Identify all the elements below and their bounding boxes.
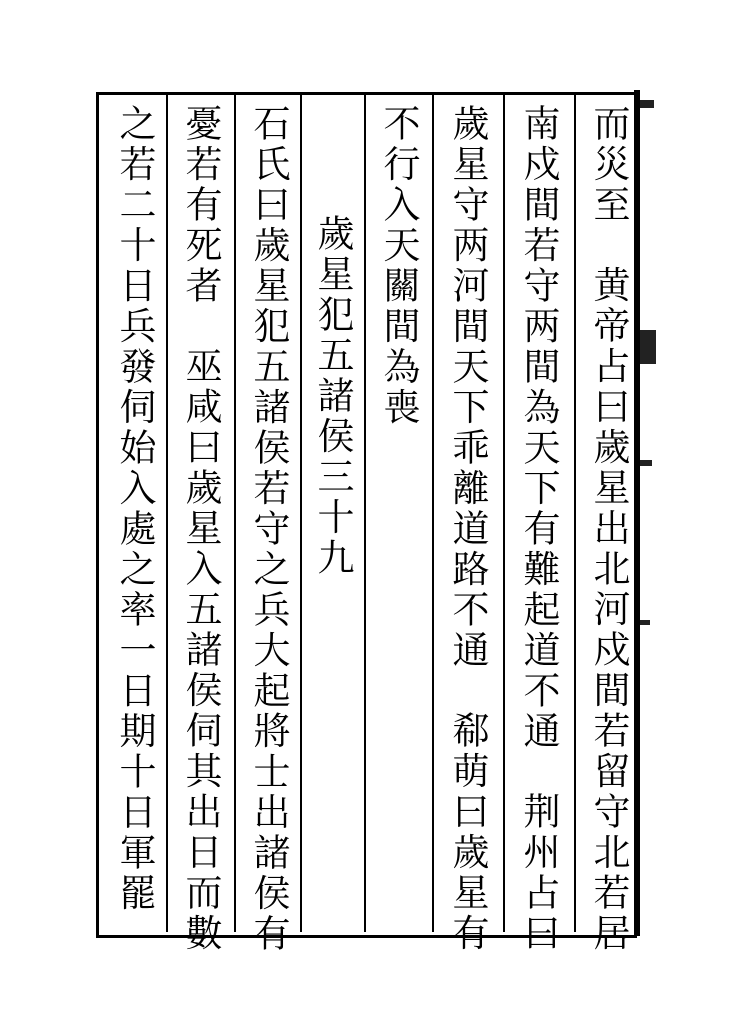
- text-segment: 歲星守两河間天下乖離道路不通: [446, 104, 489, 671]
- column-divider: [574, 94, 576, 932]
- text-column: [176, 104, 224, 954]
- column-divider: [234, 94, 236, 932]
- text-segment: 而災至: [587, 104, 630, 226]
- text-column: [514, 104, 562, 954]
- text-column: [374, 104, 422, 428]
- text-segment: 郗萌曰歲星有: [446, 711, 489, 954]
- text-column: [443, 104, 491, 954]
- heading-text: 歲星犯五諸侯三十九: [311, 214, 354, 579]
- text-segment: 巫咸曰歲星入五諸侯伺其出日而數: [179, 346, 222, 954]
- section-heading: [308, 214, 356, 579]
- column-divider: [503, 94, 505, 932]
- text-column: [584, 104, 632, 954]
- text-segment: 黄帝占曰歲星出北河戍間若留守北若居: [587, 265, 630, 954]
- column-divider: [432, 94, 434, 932]
- column-divider: [300, 94, 302, 932]
- page-edge-marks: [640, 100, 660, 920]
- text-segment: 不行入天關間為喪: [377, 104, 420, 428]
- text-segment: 憂若有死者: [179, 104, 222, 307]
- text-segment: 石氏曰歲星犯五諸侯若守之兵大起將士出諸侯有: [247, 104, 290, 955]
- column-divider: [166, 94, 168, 932]
- text-segment: 之若二十日兵發伺始入處之率一日期十日軍罷: [113, 104, 156, 914]
- text-column: [110, 104, 158, 914]
- column-divider: [364, 94, 366, 932]
- text-segment: 荆州占曰: [517, 792, 560, 954]
- text-segment: 南戍間若守两間為天下有難起道不通: [517, 104, 560, 752]
- text-column: [244, 104, 292, 955]
